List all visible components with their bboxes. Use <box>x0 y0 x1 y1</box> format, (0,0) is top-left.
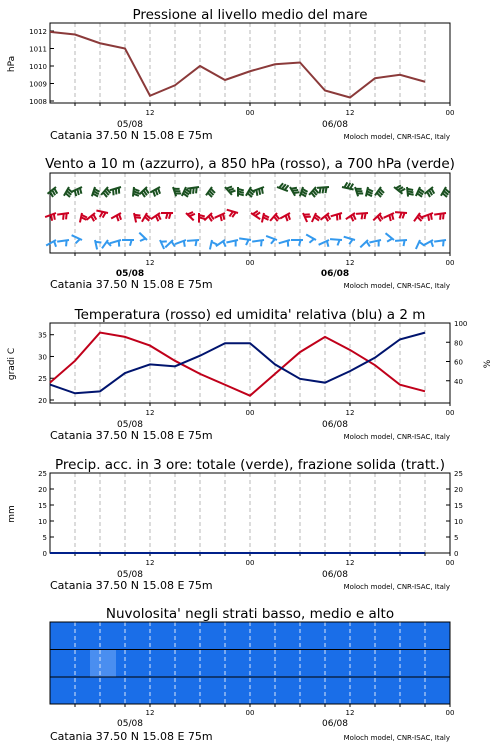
wind-barb <box>173 187 181 196</box>
x-tick-label: 12 <box>346 109 355 117</box>
x-tick-label: 12 <box>146 709 155 717</box>
wind-barb <box>87 213 97 221</box>
wind-barb <box>246 187 255 197</box>
wind-barb <box>142 213 151 222</box>
y-tick-label: 1012 <box>29 28 47 36</box>
model-credit: Moloch model, CNR-ISAC, Italy <box>344 583 450 591</box>
y-tick-label: 1011 <box>29 46 47 54</box>
wind-barb <box>204 213 214 221</box>
wind-barb <box>175 240 186 247</box>
x-tick-label: 12 <box>346 259 355 267</box>
wind-barb <box>102 240 111 248</box>
precipitation-chart <box>0 450 500 595</box>
wind-barb <box>262 213 269 222</box>
date-label-2: 06/08 <box>322 120 348 130</box>
wind-barb <box>290 187 299 196</box>
wind-barb <box>422 213 433 221</box>
wind-barb <box>110 187 121 195</box>
wind-barb <box>321 213 331 221</box>
date-label-2: 06/08 <box>322 570 348 580</box>
cloud-lighter-cell <box>90 650 116 677</box>
wind-barb <box>206 187 215 197</box>
pressure-series-line <box>50 32 425 98</box>
wind-barb <box>317 187 329 193</box>
wind-barb <box>375 187 384 197</box>
temperature-title: Temperatura (rosso) ed umidita' relativa (blu) a 2 m <box>74 307 426 323</box>
pressure-title: Pressione al livello medio del mare <box>132 7 367 23</box>
wind-barb <box>277 183 289 191</box>
wind-barb <box>110 240 121 247</box>
wind-barb <box>355 187 363 196</box>
wind-barb <box>416 187 424 197</box>
date-label-1: 05/08 <box>117 570 143 580</box>
wind-barb <box>72 235 82 243</box>
location-label: Catania 37.50 N 15.08 E 75m <box>50 429 213 442</box>
y-tick-label: 1009 <box>29 81 47 89</box>
wind-title: Vento a 10 m (azzurro), a 850 hPa (rosso), a 700 hPa (verde) <box>45 156 455 172</box>
wind-barb <box>72 187 82 196</box>
wind-barb <box>139 187 149 197</box>
wind-barb <box>45 213 56 221</box>
wind-barb <box>133 187 139 197</box>
x-tick-label: 12 <box>146 109 155 117</box>
wind-barb <box>434 213 446 220</box>
x-tick-label: 00 <box>246 109 255 117</box>
location-label: Catania 37.50 N 15.08 E 75m <box>50 129 213 142</box>
wind-barb <box>280 213 290 221</box>
wind-barb <box>215 213 225 221</box>
temperature-chart <box>0 300 500 445</box>
precipitation-frame <box>50 473 450 553</box>
date-label-1: 05/08 <box>117 120 143 130</box>
wind-barb <box>344 237 355 245</box>
y-tick-label: 0 <box>43 550 47 558</box>
wind-barb <box>57 240 69 246</box>
wind-barb <box>187 240 199 246</box>
wind-barb <box>366 187 373 196</box>
wind-barb <box>101 187 110 197</box>
location-label: Catania 37.50 N 15.08 E 75m <box>50 579 213 592</box>
wind-barb <box>395 212 407 218</box>
y-tick-label: 10 <box>454 518 463 526</box>
wind-barb <box>134 213 141 222</box>
pressure-chart <box>0 0 500 145</box>
wind-barb <box>394 185 405 193</box>
cloud-panel <box>0 600 500 750</box>
wind-barb <box>441 187 450 197</box>
y-tick-label: 20 <box>454 486 463 494</box>
x-tick-label: 12 <box>346 409 355 417</box>
wind-barb <box>139 233 147 241</box>
wind-barb <box>150 187 160 197</box>
wind-barb <box>270 213 279 221</box>
humidity-series-line <box>50 333 425 394</box>
x-tick-label: 00 <box>446 109 455 117</box>
y-tick-label: 80 <box>454 339 463 347</box>
wind-barb <box>303 213 311 222</box>
wind-barb <box>186 212 195 220</box>
wind-barb <box>386 233 394 241</box>
wind-barb <box>210 240 217 249</box>
wind-chart <box>0 150 500 295</box>
x-tick-label: 00 <box>246 409 255 417</box>
x-tick-label: 12 <box>146 559 155 567</box>
wind-barb <box>92 187 100 197</box>
y-tick-label: 25 <box>454 470 463 478</box>
temperature-ylabel: gradi C <box>7 348 17 380</box>
cloud-chart <box>0 600 500 750</box>
x-tick-label: 00 <box>246 709 255 717</box>
x-tick-label: 00 <box>446 559 455 567</box>
y-tick-label: 40 <box>454 378 463 386</box>
precipitation-title: Precip. acc. in 3 ore: totale (verde), frazione solida (tratt.) <box>55 457 445 473</box>
wind-barb <box>414 213 423 221</box>
y-tick-label: 10 <box>38 518 47 526</box>
wind-barb <box>46 240 56 247</box>
wind-barb <box>239 238 251 245</box>
wind-barb <box>57 213 69 220</box>
wind-barb <box>356 213 368 219</box>
wind-barb <box>161 213 173 219</box>
wind-barb <box>319 240 329 247</box>
x-tick-label: 00 <box>246 259 255 267</box>
wind-barb <box>238 187 244 197</box>
x-tick-label: 00 <box>446 709 455 717</box>
precipitation-ylabel: mm <box>7 505 17 523</box>
x-tick-label: 00 <box>446 409 455 417</box>
model-credit: Moloch model, CNR-ISAC, Italy <box>344 282 450 290</box>
wind-barb <box>226 240 238 246</box>
y-tick-label: 0 <box>454 550 458 558</box>
wind-barb <box>122 240 134 246</box>
y-tick-label: 1010 <box>29 63 47 71</box>
y-tick-label: 5 <box>454 534 458 542</box>
pressure-frame <box>50 23 450 103</box>
y-tick-label: 20 <box>38 397 47 405</box>
wind-barb <box>48 187 58 197</box>
wind-barb <box>96 211 108 218</box>
model-credit: Moloch model, CNR-ISAC, Italy <box>344 433 450 441</box>
wind-barb <box>360 240 370 247</box>
precipitation-panel <box>0 450 500 595</box>
wind-barb <box>64 187 73 197</box>
wind-barb <box>111 213 121 221</box>
x-tick-label: 12 <box>346 559 355 567</box>
model-credit: Moloch model, CNR-ISAC, Italy <box>344 133 450 141</box>
x-tick-label: 12 <box>146 409 155 417</box>
y-tick-label: 1008 <box>29 98 47 106</box>
location-label: Catania 37.50 N 15.08 E 75m <box>50 730 213 743</box>
wind-barb <box>80 213 87 222</box>
wind-barb <box>312 213 320 222</box>
model-credit: Moloch model, CNR-ISAC, Italy <box>344 734 450 742</box>
y-tick-label: 20 <box>38 486 47 494</box>
date-label-1: 05/08 <box>117 719 143 729</box>
y-tick-label: 35 <box>38 332 47 340</box>
wind-barb <box>346 213 356 221</box>
wind-barb <box>342 182 354 189</box>
wind-barb <box>331 213 342 220</box>
wind-barb <box>252 240 264 246</box>
temperature-panel <box>0 300 500 445</box>
x-tick-label: 12 <box>346 709 355 717</box>
y-tick-label: 30 <box>38 353 47 361</box>
x-tick-label: 00 <box>246 559 255 567</box>
date-label-1: 05/08 <box>117 420 143 430</box>
wind-panel <box>0 150 500 295</box>
location-label: Catania 37.50 N 15.08 E 75m <box>50 278 213 291</box>
wind-barb <box>395 240 407 246</box>
wind-barb <box>225 187 235 195</box>
date-label-2: 06/08 <box>322 719 348 729</box>
wind-barb <box>199 213 205 223</box>
y-tick-label: 5 <box>43 534 47 542</box>
wind-barb <box>227 210 238 218</box>
wind-barb <box>330 239 342 245</box>
wind-barb <box>384 213 394 221</box>
pressure-panel <box>0 0 500 145</box>
wind-barb <box>251 211 260 219</box>
y-tick-label: 15 <box>454 502 463 510</box>
cloud-title: Nuvolosita' negli strati basso, medio e alto <box>106 606 394 622</box>
y-tick-label: 60 <box>454 359 463 367</box>
wind-barb <box>425 187 435 197</box>
humidity-ylabel: % <box>483 359 493 368</box>
wind-barb <box>291 240 303 246</box>
wind-barb <box>300 187 308 197</box>
y-tick-label: 25 <box>38 470 47 478</box>
y-tick-label: 15 <box>38 502 47 510</box>
wind-barb <box>416 240 424 249</box>
date-label-2: 06/08 <box>322 420 348 430</box>
wind-barb <box>216 240 226 247</box>
wind-barb <box>434 240 446 246</box>
pressure-ylabel: hPa <box>7 56 17 72</box>
x-tick-label: 00 <box>446 259 455 267</box>
date-label-2: 06/08 <box>321 269 349 279</box>
wind-barb <box>407 187 414 197</box>
wind-barb <box>306 234 316 242</box>
wind-barb <box>279 240 290 247</box>
y-tick-label: 100 <box>454 320 467 328</box>
date-label-1: 05/08 <box>116 269 144 279</box>
x-tick-label: 12 <box>146 259 155 267</box>
y-tick-label: 25 <box>38 375 47 383</box>
wind-barb <box>253 187 264 196</box>
wind-barb <box>309 187 318 197</box>
wind-barb <box>151 213 161 221</box>
